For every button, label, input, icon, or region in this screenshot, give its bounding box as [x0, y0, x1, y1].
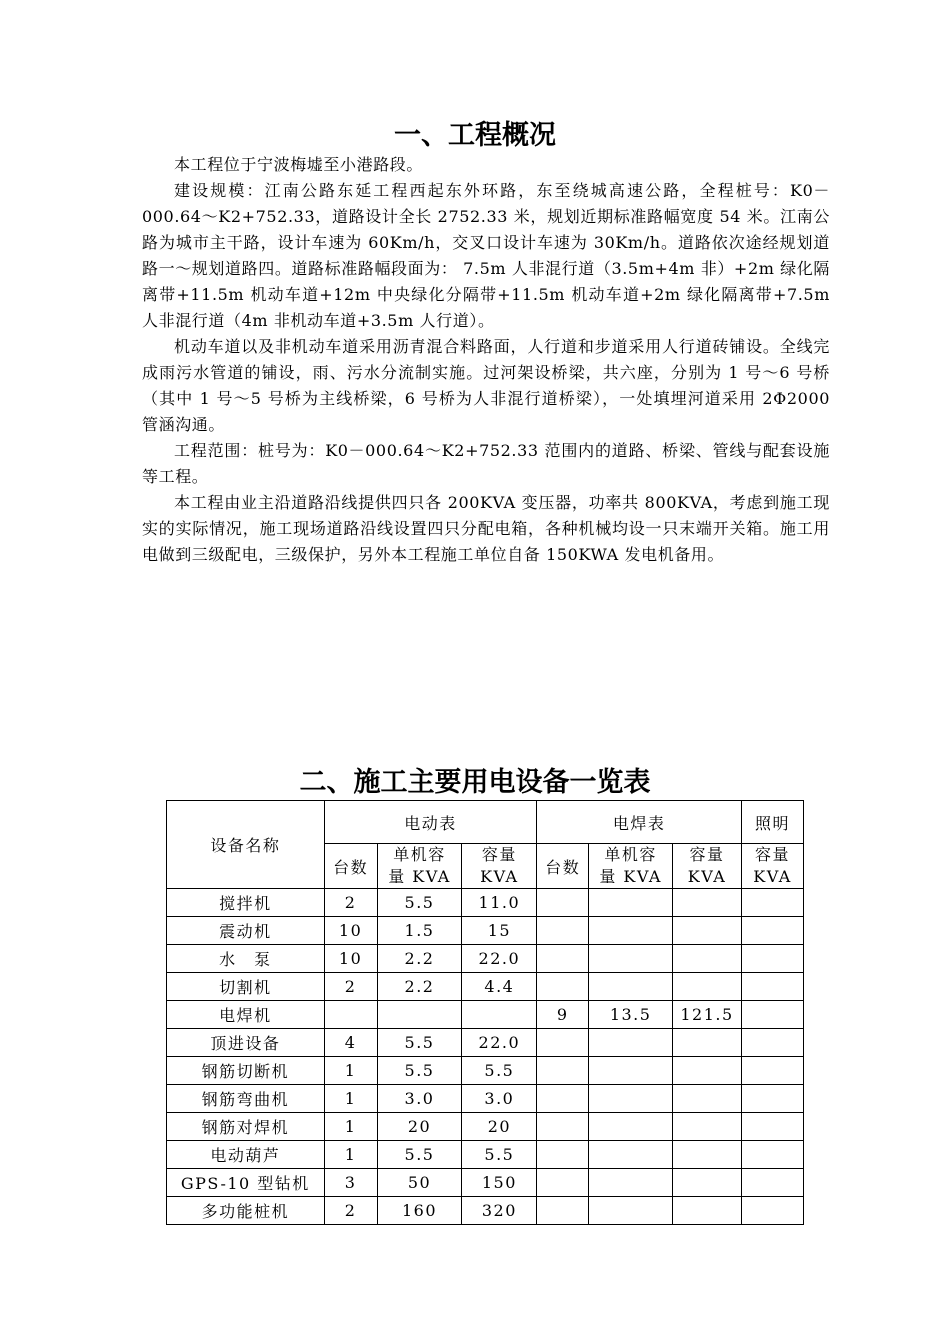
overview-body [142, 152, 830, 568]
section-title-overview: 一、工程概况 [394, 120, 556, 151]
cell-weld-unit-capacity [589, 1057, 673, 1085]
equipment-table-body [167, 889, 804, 1225]
cell-motor-unit-capacity: 5.5 [377, 1057, 462, 1085]
cell-motor-count: 2 [324, 973, 377, 1001]
cell-light-capacity [742, 973, 804, 1001]
overview-paragraph-scope: 工程范围：桩号为：K0－000.64～K2+752.33 范围内的道路、桥梁、管线与配套设施等工程。 [142, 441, 830, 486]
header-motor-group: 电动表 [324, 801, 537, 844]
cell-motor-unit-capacity: 1.5 [377, 917, 462, 945]
cell-weld-unit-capacity [589, 1029, 673, 1057]
cell-motor-unit-capacity [377, 1001, 462, 1029]
cell-name: GPS-10 型钻机 [167, 1169, 325, 1197]
cell-motor-capacity: 11.0 [462, 889, 537, 917]
cell-weld-count [537, 1057, 589, 1085]
cell-motor-unit-capacity: 5.5 [377, 889, 462, 917]
cell-weld-count: 9 [537, 1001, 589, 1029]
cell-weld-unit-capacity [589, 973, 673, 1001]
cell-light-capacity [742, 1197, 804, 1225]
cell-motor-count: 4 [324, 1029, 377, 1057]
cell-motor-capacity: 3.0 [462, 1085, 537, 1113]
cell-motor-count: 3 [324, 1169, 377, 1197]
cell-weld-unit-capacity [589, 1169, 673, 1197]
cell-weld-unit-capacity [589, 917, 673, 945]
overview-paragraph-scale: 建设规模：江南公路东延工程西起东外环路，东至绕城高速公路，全程桩号：K0－000.64～K2+752.33，道路设计全长 2752.33 米，规划近期标准路幅宽度 54 米。江南公路为城市主干路，设计车速为 60Km/h，交叉口设计车速为 30Km/h。道路依次途经规划道路一～规划道路四。道路标准路幅段面为： 7.5m 人非混行道（3.5m+4m 非）+2m 绿化隔离带+11.5m 机动车道+12m 中央绿化分隔带+11.5m 机动车道+2m 绿化隔离带+7.5m 人非混行道（4m 非机动车道+3.5m 人行道）。 [142, 181, 830, 330]
table-row [167, 889, 804, 917]
cell-weld-count [537, 973, 589, 1001]
cell-weld-unit-capacity [589, 1113, 673, 1141]
header-weld-group: 电焊表 [537, 801, 742, 844]
table-row [167, 973, 804, 1001]
cell-weld-unit-capacity [589, 1085, 673, 1113]
cell-name: 顶进设备 [167, 1029, 325, 1057]
overview-paragraph-power: 本工程由业主沿道路沿线提供四只各 200KVA 变压器，功率共 800KVA，考虑到施工现实的实际情况，施工现场道路沿线设置四只分配电箱，各种机械均设一只末端开关箱。施工用电做到三级配电，三级保护，另外本工程施工单位自备 150KWA 发电机备用。 [142, 493, 830, 564]
cell-motor-unit-capacity: 50 [377, 1169, 462, 1197]
overview-paragraph-location: 本工程位于宁波梅墟至小港路段。 [174, 155, 424, 174]
cell-motor-unit-capacity: 2.2 [377, 945, 462, 973]
header-equipment-name: 设备名称 [167, 801, 325, 889]
cell-weld-capacity [673, 889, 742, 917]
cell-light-capacity [742, 1029, 804, 1057]
cell-light-capacity [742, 1169, 804, 1197]
cell-weld-capacity [673, 1057, 742, 1085]
cell-motor-count: 10 [324, 917, 377, 945]
cell-motor-capacity: 5.5 [462, 1141, 537, 1169]
cell-motor-capacity: 150 [462, 1169, 537, 1197]
overview-paragraph-roads: 机动车道以及非机动车道采用沥青混合料路面，人行道和步道采用人行道砖铺设。全线完成雨污水管道的铺设，雨、污水分流制实施。过河架设桥梁，共六座，分别为 1 号～6 号桥（其中 1 号～5 号桥为主线桥梁，6 号桥为人非混行道桥梁），一处填埋河道采用 2Φ2000 管涵沟通。 [142, 337, 830, 434]
cell-weld-capacity [673, 1029, 742, 1057]
table-row [167, 1029, 804, 1057]
header-motor-count: 台数 [324, 844, 377, 889]
cell-light-capacity [742, 1057, 804, 1085]
cell-light-capacity [742, 1001, 804, 1029]
table-row [167, 917, 804, 945]
cell-motor-capacity: 22.0 [462, 1029, 537, 1057]
cell-weld-capacity [673, 1085, 742, 1113]
cell-name: 水 泵 [167, 945, 325, 973]
section-title-equipment: 二、施工主要用电设备一览表 [299, 767, 651, 798]
table-row [167, 945, 804, 973]
header-light-group: 照明 [742, 801, 804, 844]
cell-weld-count [537, 917, 589, 945]
header-weld-capacity: 容量 KVA [673, 844, 742, 889]
cell-motor-capacity: 22.0 [462, 945, 537, 973]
cell-motor-capacity: 4.4 [462, 973, 537, 1001]
cell-motor-count: 2 [324, 889, 377, 917]
cell-weld-count [537, 1197, 589, 1225]
header-light-capacity: 容量 KVA [742, 844, 804, 889]
cell-weld-capacity [673, 1169, 742, 1197]
table-row [167, 1197, 804, 1225]
cell-motor-capacity: 5.5 [462, 1057, 537, 1085]
cell-light-capacity [742, 1141, 804, 1169]
cell-motor-unit-capacity: 5.5 [377, 1029, 462, 1057]
cell-name: 钢筋切断机 [167, 1057, 325, 1085]
cell-weld-capacity [673, 973, 742, 1001]
cell-motor-unit-capacity: 3.0 [377, 1085, 462, 1113]
header-weld-unit-capacity: 单机容 量 KVA [589, 844, 673, 889]
table-row [167, 1057, 804, 1085]
table-row [167, 1001, 804, 1029]
cell-motor-capacity [462, 1001, 537, 1029]
cell-weld-unit-capacity: 13.5 [589, 1001, 673, 1029]
table-row [167, 1085, 804, 1113]
cell-weld-capacity [673, 1197, 742, 1225]
cell-weld-count [537, 889, 589, 917]
cell-motor-count: 10 [324, 945, 377, 973]
cell-motor-count: 1 [324, 1085, 377, 1113]
table-row [167, 1169, 804, 1197]
cell-motor-unit-capacity: 2.2 [377, 973, 462, 1001]
cell-name: 多功能桩机 [167, 1197, 325, 1225]
cell-weld-count [537, 1113, 589, 1141]
table-row [167, 1141, 804, 1169]
cell-name: 震动机 [167, 917, 325, 945]
cell-motor-capacity: 20 [462, 1113, 537, 1141]
cell-motor-count: 1 [324, 1113, 377, 1141]
cell-weld-capacity [673, 917, 742, 945]
cell-name: 钢筋对焊机 [167, 1113, 325, 1141]
cell-weld-unit-capacity [589, 945, 673, 973]
cell-light-capacity [742, 889, 804, 917]
header-motor-unit-capacity: 单机容 量 KVA [377, 844, 462, 889]
cell-weld-count [537, 1141, 589, 1169]
cell-weld-capacity [673, 1113, 742, 1141]
cell-name: 切割机 [167, 973, 325, 1001]
cell-name: 电动葫芦 [167, 1141, 325, 1169]
cell-weld-count [537, 945, 589, 973]
cell-weld-count [537, 1029, 589, 1057]
cell-weld-count [537, 1085, 589, 1113]
cell-name: 电焊机 [167, 1001, 325, 1029]
cell-light-capacity [742, 1113, 804, 1141]
cell-motor-unit-capacity: 5.5 [377, 1141, 462, 1169]
cell-weld-unit-capacity [589, 1197, 673, 1225]
cell-motor-unit-capacity: 20 [377, 1113, 462, 1141]
cell-weld-unit-capacity [589, 889, 673, 917]
cell-motor-count: 1 [324, 1057, 377, 1085]
cell-weld-count [537, 1169, 589, 1197]
cell-motor-count: 2 [324, 1197, 377, 1225]
cell-motor-capacity: 320 [462, 1197, 537, 1225]
header-motor-capacity: 容量 KVA [462, 844, 537, 889]
cell-motor-unit-capacity: 160 [377, 1197, 462, 1225]
cell-motor-capacity: 15 [462, 917, 537, 945]
table-row [167, 1113, 804, 1141]
cell-motor-count: 1 [324, 1141, 377, 1169]
cell-name: 搅拌机 [167, 889, 325, 917]
cell-weld-capacity: 121.5 [673, 1001, 742, 1029]
cell-light-capacity [742, 917, 804, 945]
cell-weld-capacity [673, 945, 742, 973]
equipment-table [166, 800, 804, 1225]
cell-weld-unit-capacity [589, 1141, 673, 1169]
cell-light-capacity [742, 1085, 804, 1113]
cell-name: 钢筋弯曲机 [167, 1085, 325, 1113]
header-weld-count: 台数 [537, 844, 589, 889]
cell-weld-capacity [673, 1141, 742, 1169]
cell-light-capacity [742, 945, 804, 973]
cell-motor-count [324, 1001, 377, 1029]
